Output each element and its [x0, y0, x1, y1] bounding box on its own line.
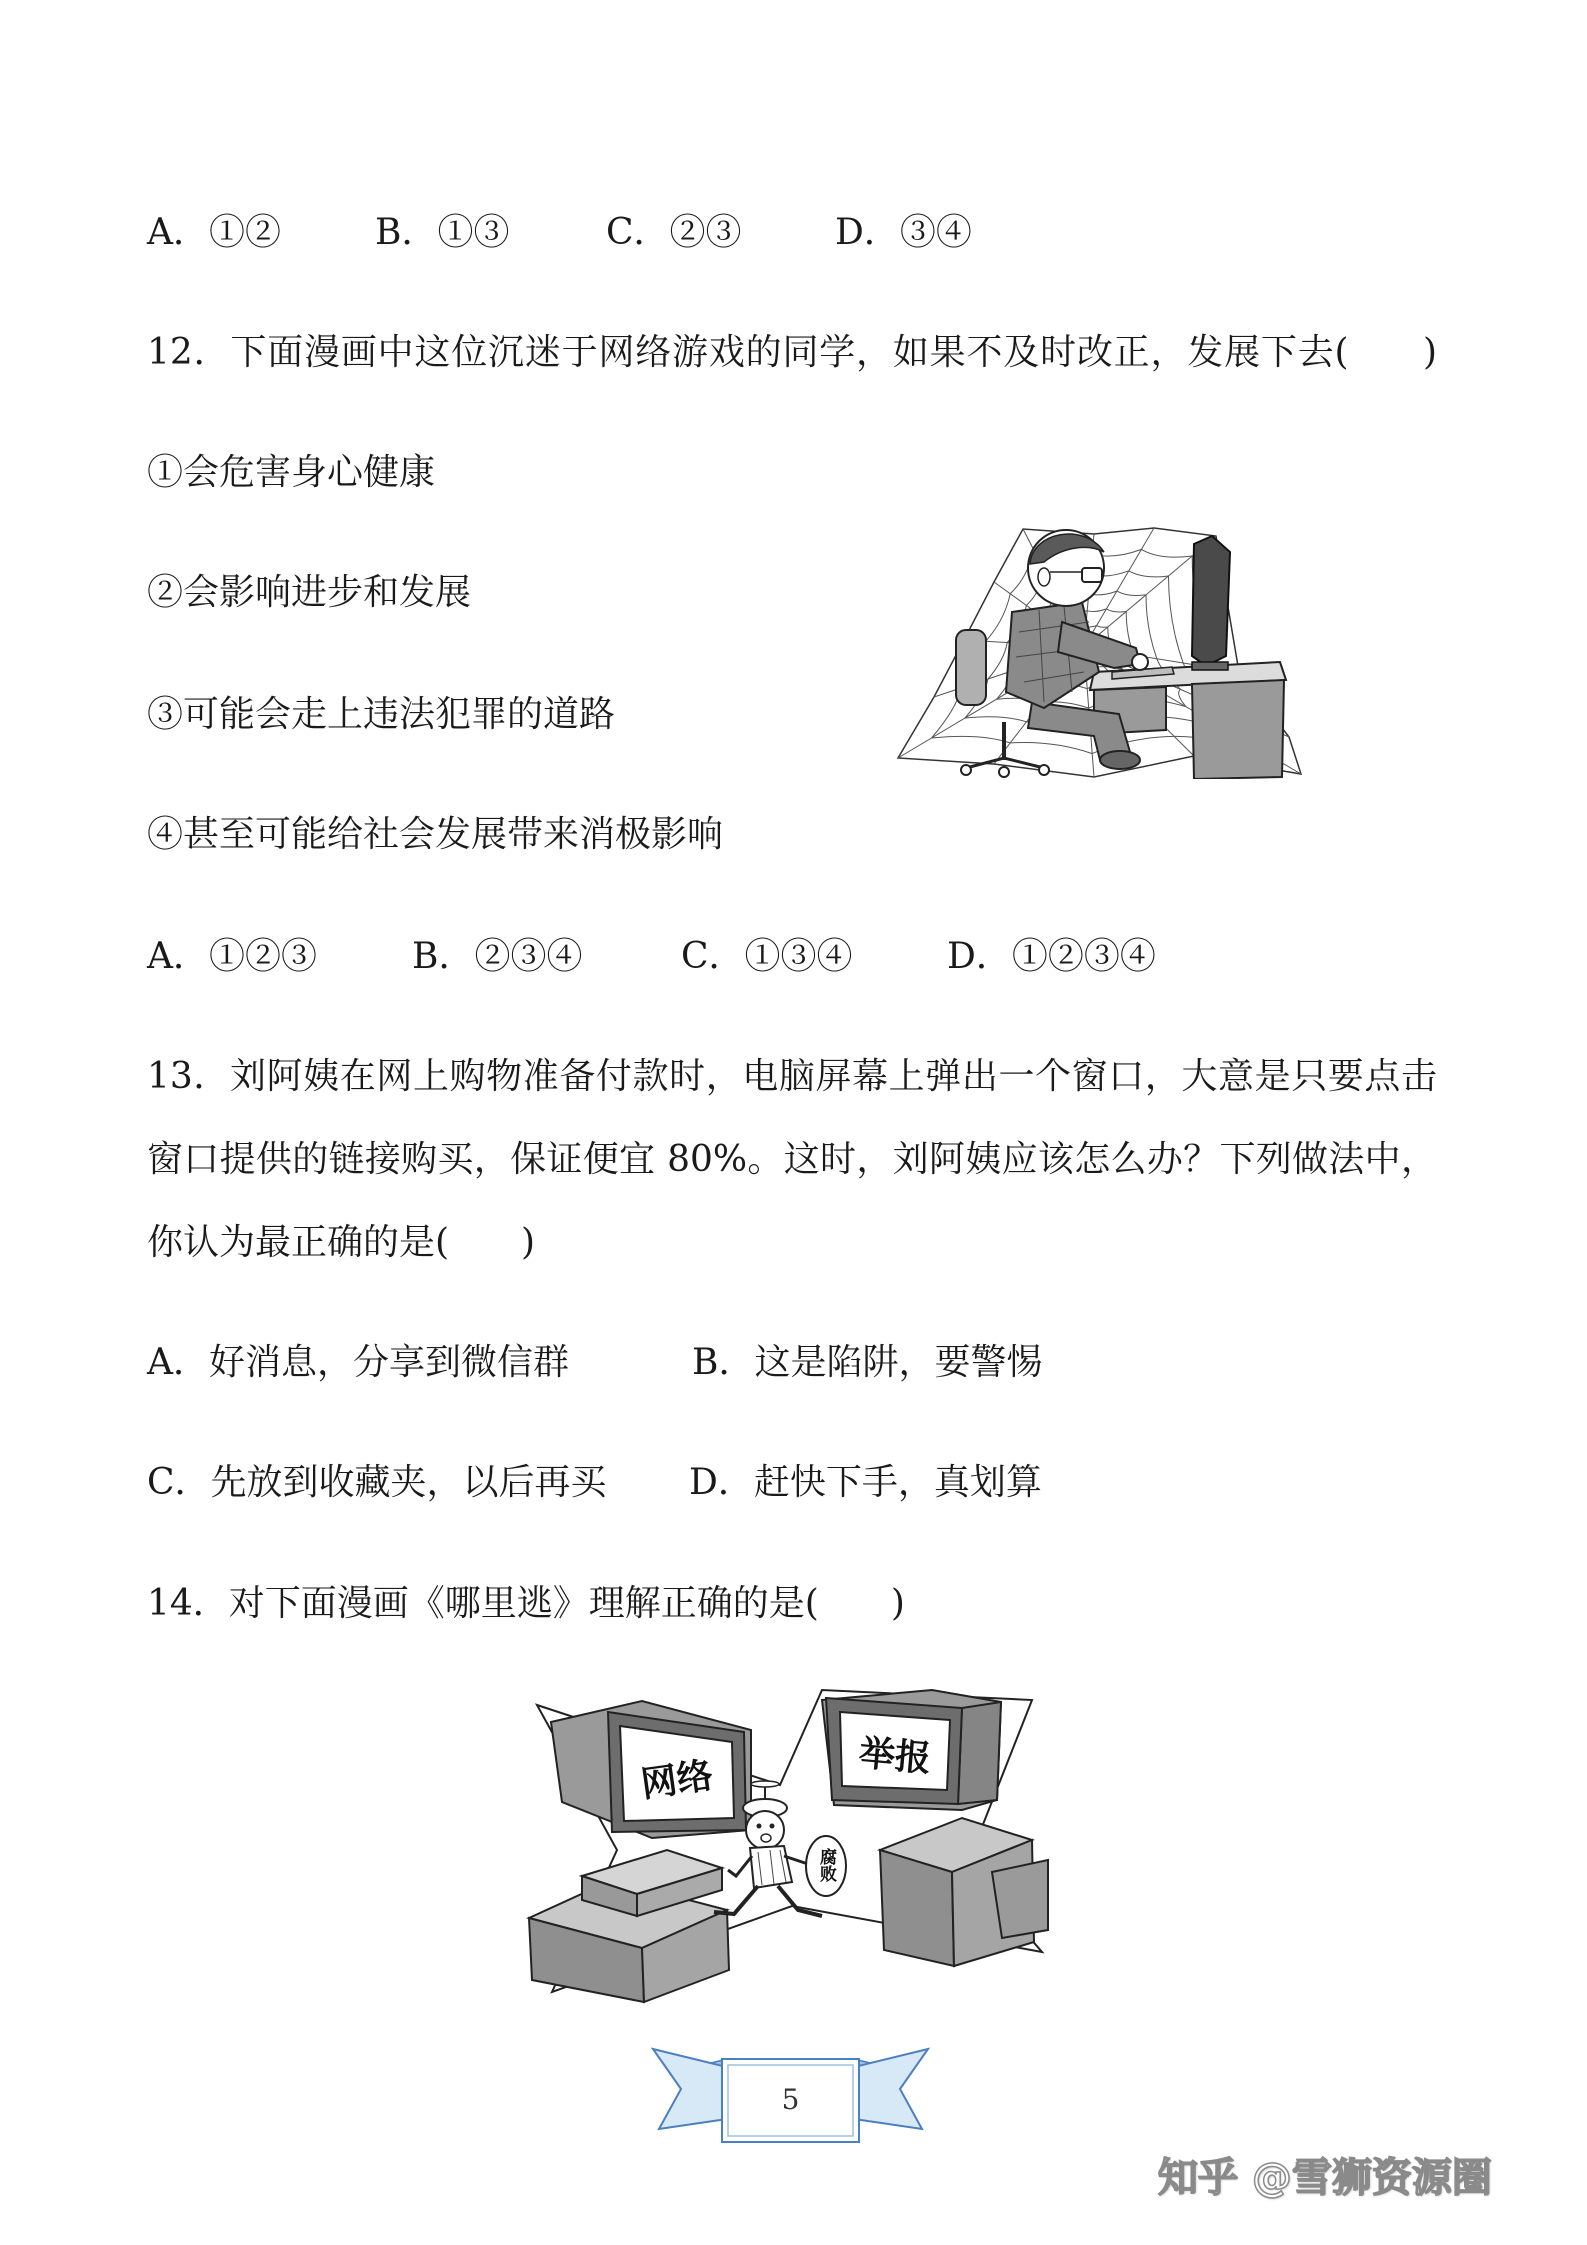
q12-statement-2: ②会影响进步和发展 [147, 572, 472, 613]
page-number-ribbon [651, 2045, 930, 2145]
official-eye [757, 1824, 762, 1829]
desk-pedestal [1192, 680, 1284, 779]
q12-option-d: D．①②③④ [947, 936, 1156, 977]
money-bag-label: 腐败 [816, 1848, 836, 1882]
q13-stem-line-3: 你认为最正确的是( ) [147, 1222, 536, 1263]
q12-statement-1: ①会危害身心健康 [147, 452, 436, 493]
official-mouth [761, 1834, 771, 1842]
q14-stem: 14．对下面漫画《哪里逃》理解正确的是( ) [147, 1583, 905, 1624]
q13-stem-line-1: 13．刘阿姨在网上购物准备付款时，电脑屏幕上弹出一个窗口，大意是只要点击 [147, 1056, 1437, 1097]
page-number: 5 [781, 2083, 800, 2116]
ribbon-tail-left [653, 2049, 727, 2129]
q13-option-a: A．好消息，分享到微信群 [147, 1342, 569, 1383]
propeller-icon [751, 1781, 779, 1787]
q12-stem: 12．下面漫画中这位沉迷于网络游戏的同学，如果不及时改正，发展下去( ) [147, 332, 1437, 373]
official-eye [770, 1824, 775, 1829]
q13-option-d: D．赶快下手，真划算 [689, 1462, 1042, 1503]
comic-where-to-escape [522, 1680, 1051, 2009]
monitor [1192, 536, 1230, 666]
q13-option-b: B．这是陷阱，要警惕 [692, 1342, 1043, 1383]
q12-option-c: C．①③④ [681, 936, 853, 977]
chair-wheel [961, 765, 971, 775]
box-right-step [992, 1860, 1048, 1938]
chair-wheel [1039, 765, 1049, 775]
ribbon-tail-right [854, 2049, 928, 2129]
q12-option-b: B．②③④ [412, 936, 583, 977]
watermark: 知乎 @雪狮资源圈 [1158, 2155, 1492, 2201]
q13-stem-line-2: 窗口提供的链接购买，保证便宜 80%。这时，刘阿姨应该怎么办？下列做法中， [147, 1139, 1437, 1180]
chair-wheel [999, 767, 1009, 777]
monitor-right-side [958, 1702, 1001, 1804]
chair-back [956, 630, 986, 705]
person-hand [1132, 654, 1148, 670]
monitor-stand [1192, 662, 1228, 670]
q11-option-a: A．①② [147, 212, 281, 253]
q11-option-d: D．③④ [835, 212, 972, 253]
person-ear [1038, 568, 1050, 586]
q11-option-c: C．②③ [606, 212, 742, 253]
q12-statement-3: ③可能会走上违法犯罪的道路 [147, 694, 616, 735]
official-head [746, 1811, 784, 1849]
monitor-right-label: 举报 [857, 1732, 933, 1781]
comic-web-addiction [894, 522, 1308, 779]
q12-statement-4: ④甚至可能给社会发展带来消极影响 [147, 814, 724, 855]
q12-option-a: A．①②③ [147, 936, 317, 977]
q13-option-c: C．先放到收藏夹，以后再买 [147, 1462, 607, 1503]
monitor-left-label: 网络 [638, 1755, 716, 1806]
q11-option-b: B．①③ [375, 212, 510, 253]
person-shoe [1100, 751, 1140, 769]
